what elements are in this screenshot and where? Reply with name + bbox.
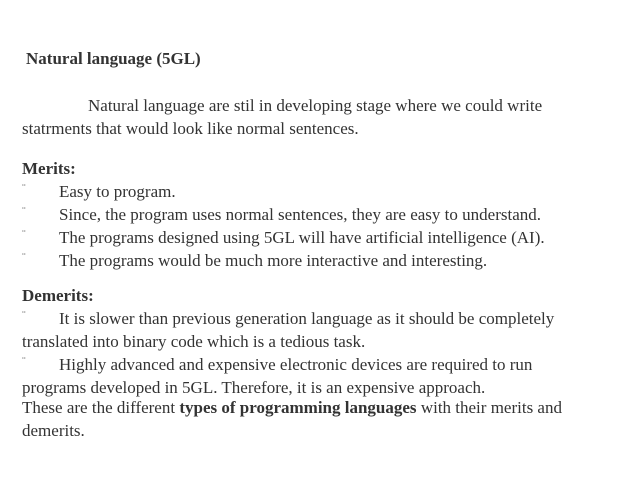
demerit-item [22, 307, 554, 330]
intro-line-2: statrments that would look like normal sentences. [22, 119, 359, 138]
bullet-icon: ¨ [22, 228, 26, 240]
demerits-list [22, 307, 554, 399]
slide-title: Natural language (5GL) [26, 49, 201, 68]
closing-line-2: demerits. [22, 421, 85, 440]
bullet-icon: ¨ [22, 205, 26, 217]
merit-text: The programs would be much more interactive and interesting. [59, 251, 488, 270]
merits-heading: Merits: [22, 159, 76, 178]
demerit-item [22, 353, 554, 376]
closing-suffix: with their merits and [416, 398, 562, 417]
bullet-icon: ¨ [22, 182, 26, 194]
closing-line-1 [22, 396, 562, 419]
demerit-continuation: programs developed in 5GL. Therefore, it is an expensive approach. [22, 378, 486, 397]
merit-item [22, 180, 545, 203]
intro-paragraph [22, 94, 542, 140]
bullet-icon: ¨ [22, 309, 26, 321]
closing-prefix: These are the different [22, 398, 180, 417]
demerits-heading: Demerits: [22, 286, 94, 305]
merits-list [22, 180, 545, 272]
closing-emphasis: types of programming languages [179, 398, 417, 417]
merit-item [22, 203, 545, 226]
bullet-icon: ¨ [22, 251, 26, 263]
merit-item [22, 249, 545, 272]
closing-paragraph [22, 396, 562, 442]
merit-text: Easy to program. [59, 182, 176, 201]
merit-item [22, 226, 545, 249]
intro-line-1: Natural language are stil in developing stage where we could write [88, 96, 543, 115]
bullet-icon: ¨ [22, 355, 26, 367]
merit-text: The programs designed using 5GL will have artificial intelligence (AI). [59, 228, 545, 247]
demerit-text-line-1: It is slower than previous generation language as it should be completely [59, 309, 555, 328]
merit-text: Since, the program uses normal sentences, they are easy to understand. [59, 205, 541, 224]
demerit-continuation: translated into binary code which is a tedious task. [22, 332, 366, 351]
demerit-text-line-1: Highly advanced and expensive electronic devices are required to run [59, 355, 533, 374]
